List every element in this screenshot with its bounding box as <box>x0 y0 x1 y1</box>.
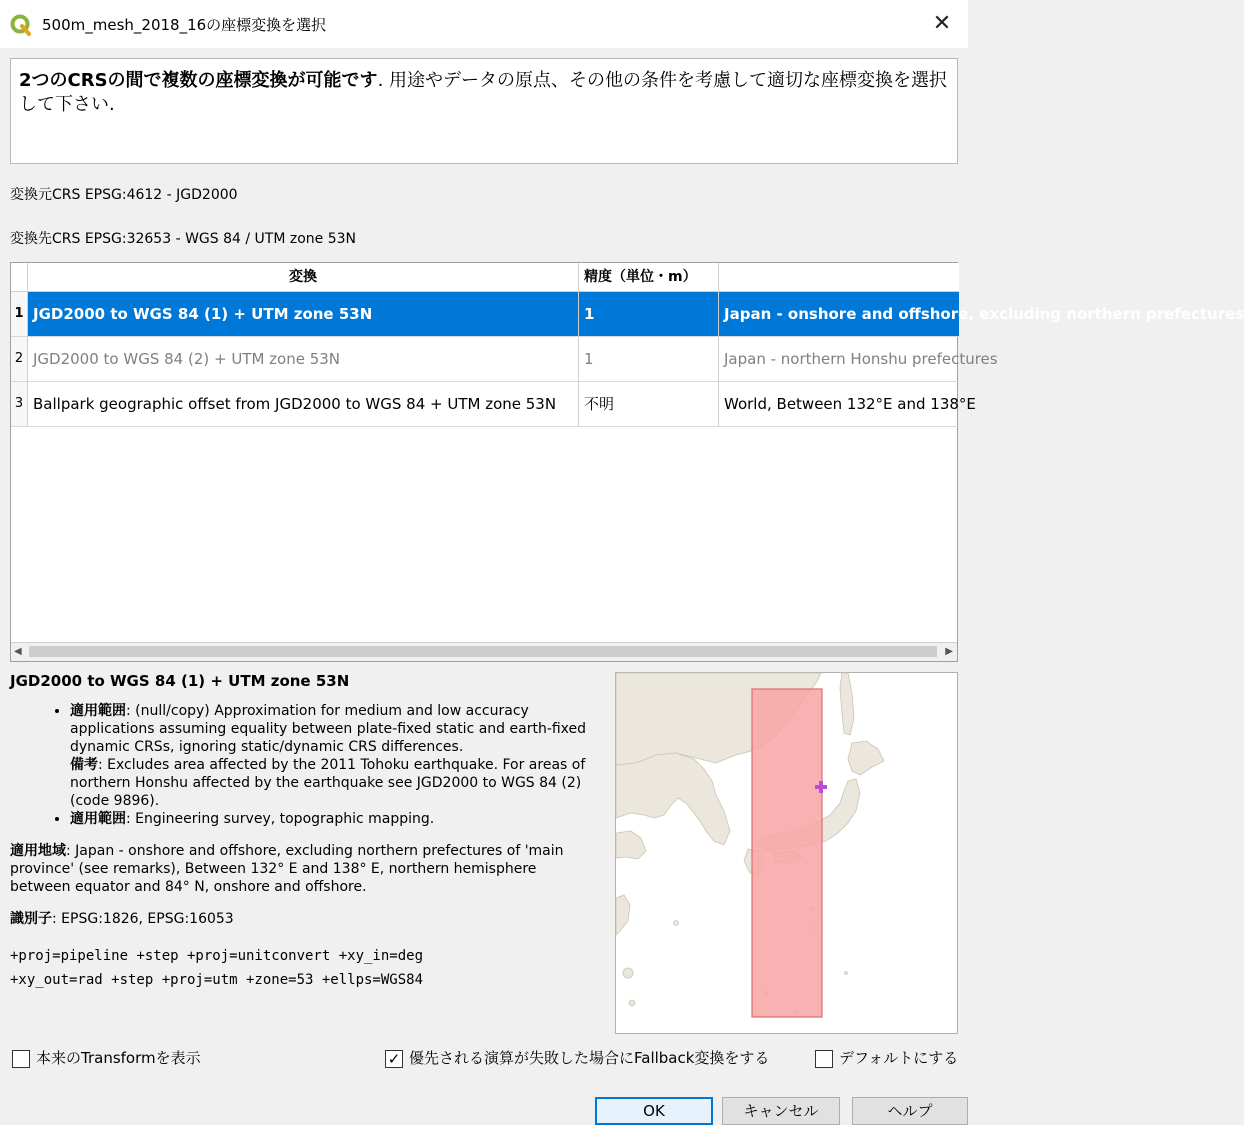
row-area[interactable]: World, Between 132°E and 138°E <box>724 395 976 413</box>
row-number: 1 <box>11 292 28 336</box>
area-label: 適用地域 <box>10 843 66 859</box>
remarks-text: : Excludes area affected by the 2011 Tohoku earthquake. For areas of northern Honshu affected by the earthquake see JGD2000 to WGS 84 (2) (code 9896). <box>70 757 586 809</box>
row-transform[interactable]: JGD2000 to WGS 84 (2) + UTM zone 53N <box>28 337 579 381</box>
checkbox-box[interactable] <box>815 1050 833 1068</box>
window-title: 500m_mesh_2018_16の座標変換を選択 <box>42 16 327 34</box>
area-of-use <box>10 842 600 896</box>
row-area[interactable]: Japan - northern Honshu prefectures <box>724 350 998 368</box>
row-number: 3 <box>11 382 28 426</box>
remarks-label: 備考 <box>70 757 98 773</box>
title-bar <box>0 0 968 48</box>
scope-text: : Engineering survey, topographic mapping. <box>126 811 435 827</box>
checkbox-box[interactable]: ✓ <box>385 1050 403 1068</box>
fallback-checkbox[interactable] <box>385 1047 769 1068</box>
ok-button[interactable]: OK <box>595 1097 713 1125</box>
row-area[interactable]: Japan - onshore and offshore, excluding northern prefectures <box>719 292 959 336</box>
help-button[interactable]: ヘルプ <box>852 1097 968 1125</box>
checkbox-box[interactable] <box>12 1050 30 1068</box>
detail-list <box>10 702 600 828</box>
cancel-button[interactable]: キャンセル <box>722 1097 840 1125</box>
header-corner <box>11 263 28 291</box>
extent-map[interactable] <box>615 672 958 1034</box>
proj-string <box>10 944 600 992</box>
detail-title: JGD2000 to WGS 84 (1) + UTM zone 53N <box>10 672 350 690</box>
header-transform[interactable]: 変換 <box>28 263 579 291</box>
proj-line: +proj=pipeline +step +proj=unitconvert +xy_in=deg <box>10 948 424 964</box>
scope-label: 適用範囲 <box>70 811 126 827</box>
scope-text: : (null/copy) Approximation for medium and low accuracy applications assuming equality between plate-fixed static and earth-fixed dynamic CRSs, ignoring static/dynamic CRS differences. <box>70 703 587 755</box>
table-row[interactable] <box>11 382 976 427</box>
scroll-left-icon[interactable]: ◀ <box>14 646 22 657</box>
horizontal-scrollbar[interactable] <box>11 642 957 661</box>
transform-table <box>10 262 1244 662</box>
identifiers <box>10 910 600 928</box>
table-header <box>11 263 959 292</box>
source-crs-label: 変換元CRS EPSG:4612 - JGD2000 <box>10 187 238 203</box>
id-label: 識別子 <box>10 911 52 927</box>
list-item <box>70 702 600 810</box>
transform-details <box>10 672 600 992</box>
message-bold: 2つのCRSの間で複数の座標変換が可能です <box>19 70 378 91</box>
row-accuracy[interactable]: 1 <box>579 292 719 336</box>
list-item <box>70 810 600 828</box>
qgis-logo-icon <box>10 14 32 36</box>
checkbox-label: 優先される演算が失敗した場合にFallback変換をする <box>409 1049 770 1067</box>
id-text: : EPSG:1826, EPSG:16053 <box>52 911 234 927</box>
table-row[interactable] <box>11 337 998 382</box>
table-row[interactable] <box>11 292 1244 337</box>
extent-rectangle <box>752 689 822 1017</box>
scroll-thumb[interactable] <box>29 646 937 657</box>
show-original-transform-checkbox[interactable] <box>12 1047 201 1068</box>
row-transform[interactable]: JGD2000 to WGS 84 (1) + UTM zone 53N <box>28 292 579 336</box>
row-transform[interactable]: Ballpark geographic offset from JGD2000 to WGS 84 + UTM zone 53N <box>28 382 579 426</box>
header-accuracy[interactable]: 精度（単位・m） <box>579 263 719 291</box>
row-accuracy[interactable]: 不明 <box>579 382 719 426</box>
make-default-checkbox[interactable] <box>815 1047 958 1068</box>
scroll-right-icon[interactable]: ▶ <box>945 646 953 657</box>
row-number: 2 <box>11 337 28 381</box>
header-area[interactable] <box>719 263 959 291</box>
row-accuracy[interactable]: 1 <box>579 337 719 381</box>
scope-label: 適用範囲 <box>70 703 126 719</box>
checkbox-label: 本来のTransformを表示 <box>36 1049 201 1067</box>
area-text: : Japan - onshore and offshore, excluding northern prefectures of 'main province' (see remarks), Between 132° E and 138° E, northern hemisphere between equator and 84° N, onshore and offshore. <box>10 843 564 895</box>
checkbox-label: デフォルトにする <box>839 1049 959 1067</box>
message-rest: . 用途やデータの原点、その他の条件を考慮して適切な座標変換を選択して下さい. <box>19 70 948 115</box>
dest-crs-label: 変換先CRS EPSG:32653 - WGS 84 / UTM zone 53N <box>10 231 356 247</box>
close-icon[interactable]: ✕ <box>932 11 952 36</box>
proj-line: +xy_out=rad +step +proj=utm +zone=53 +ellps=WGS84 <box>10 972 424 988</box>
message-box <box>10 58 958 164</box>
map-canvas <box>616 673 957 1033</box>
